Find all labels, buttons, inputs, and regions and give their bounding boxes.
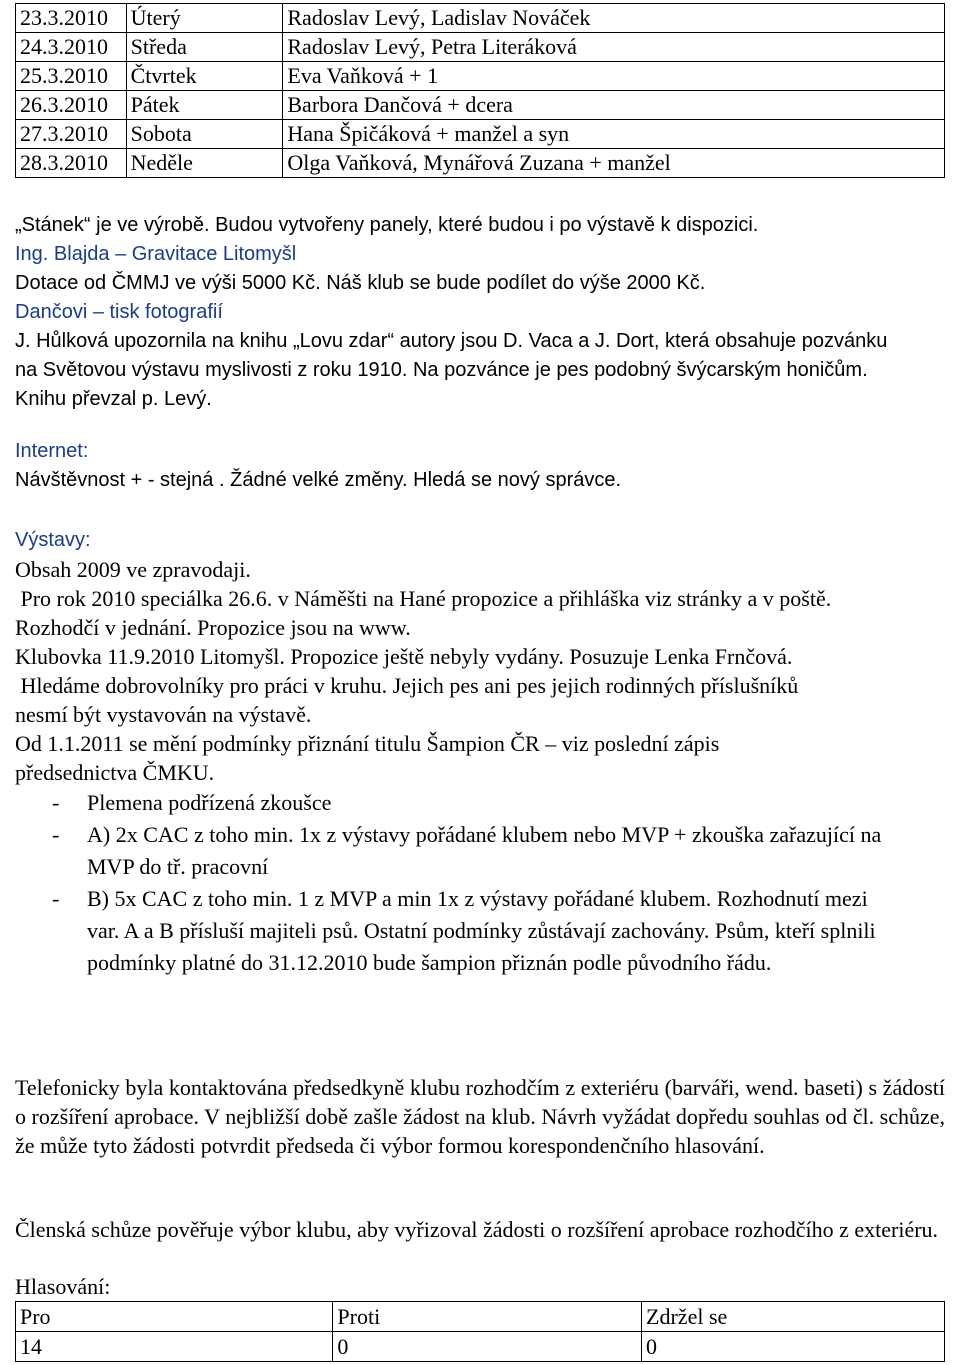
schedule-date: 25.3.2010 [16, 62, 127, 91]
schedule-date: 27.3.2010 [16, 120, 127, 149]
stand-line: „Stánek“ je ve výrobě. Budou vytvořeny panely, které budou i po výstavě k dispozici. [15, 214, 759, 236]
shows-line: Rozhodčí v jednání. Propozice jsou na www. [15, 615, 411, 640]
voting-table [15, 1301, 945, 1362]
schedule-day: Úterý [126, 4, 283, 33]
list-item-text: A) 2x CAC z toho min. 1x z výstavy pořádané klubem nebo MVP + zkouška zařazující na MVP do tř. pracovní [87, 822, 882, 879]
schedule-date: 26.3.2010 [16, 91, 127, 120]
table-row [16, 1302, 945, 1332]
internet-text: Návštěvnost + - stejná . Žádné velké změny. Hledá se nový správce. [15, 469, 622, 491]
shows-section [15, 526, 945, 979]
stand-line: Dotace od ČMMJ ve výši 5000 Kč. Náš klub se bude podílet do výše 2000 Kč. [15, 272, 706, 294]
vote-value-against: 0 [333, 1332, 642, 1362]
schedule-names: Radoslav Levý, Ladislav Nováček [283, 4, 945, 33]
schedule-date: 28.3.2010 [16, 149, 127, 178]
schedule-names: Barbora Dančová + dcera [283, 91, 945, 120]
shows-line: Obsah 2009 ve zpravodaji. [15, 557, 251, 582]
shows-heading: Výstavy: [15, 529, 91, 551]
vote-header-against: Proti [333, 1302, 642, 1332]
conditions-list [15, 787, 885, 979]
schedule-names: Hana Špičáková + manžel a syn [283, 120, 945, 149]
schedule-day: Středa [126, 33, 283, 62]
list-item-text: Plemena podřízená zkoušce [87, 790, 332, 815]
resolution-paragraph: Členská schůze pověřuje výbor klubu, aby vyřizoval žádosti o rozšíření aprobace rozhodčího z exteriéru. [15, 1217, 939, 1242]
list-item-text: B) 5x CAC z toho min. 1 z MVP a min 1x z výstavy pořádané klubem. Rozhodnutí mezi var. A a B přísluší majiteli psů. Ostatní podmínky zůstávají zachovány. Psům, kteří splnili podmínky platné do 31.12.2010 bude šampion přiznán podle původního řádu. [87, 886, 876, 975]
table-row [16, 1332, 945, 1362]
schedule-day: Sobota [126, 120, 283, 149]
book-paragraph: J. Hůlková upozornila na knihu „Lovu zdar“ autory jsou D. Vaca a J. Dort, která obsahuje pozvánku na Světovou výstavu myslivosti z roku 1910. Na pozvánce je pes podobný švýcarským honičům. Knihu převzal p. Levý. [15, 330, 888, 410]
schedule-day: Pátek [126, 91, 283, 120]
stand-line: Dančovi – tisk fotografií [15, 301, 223, 323]
phone-paragraph: Telefonicky byla kontaktována předsedkyně klubu rozhodčím z exteriéru (barváři, wend. baseti) s žádostí o rozšíření aprobace. V nejbližší době zašle žádost na klub. Návrh vyžádat dopředu souhlas od čl. schůze, že může tyto žádosti potvrdit předseda či výbor formou korespondenčního hlasování. [15, 1075, 945, 1158]
dash-marker: - [52, 790, 60, 815]
stand-section [15, 211, 945, 414]
schedule-day: Čtvrtek [126, 62, 283, 91]
dash-marker: - [52, 886, 60, 911]
vote-header-abstain: Zdržel se [642, 1302, 945, 1332]
vote-header-for: Pro [16, 1302, 333, 1332]
schedule-names: Olga Vaňková, Mynářová Zuzana + manžel [283, 149, 945, 178]
schedule-names: Radoslav Levý, Petra Literáková [283, 33, 945, 62]
table-row [16, 33, 945, 62]
dash-marker: - [52, 822, 60, 847]
list-item [15, 883, 885, 979]
shows-line: Od 1.1.2011 se mění podmínky přiznání titulu Šampion ČR – viz poslední zápis [15, 731, 720, 756]
schedule-date: 23.3.2010 [16, 4, 127, 33]
vote-value-abstain: 0 [642, 1332, 945, 1362]
list-item [15, 787, 885, 819]
table-row [16, 4, 945, 33]
table-row [16, 91, 945, 120]
internet-section [15, 437, 945, 495]
shows-line: Hledáme dobrovolníky pro práci v kruhu. Jejich pes ani pes jejich rodinných příslušníků [15, 673, 799, 698]
table-row [16, 120, 945, 149]
table-row [16, 62, 945, 91]
shows-line: nesmí být vystavován na výstavě. [15, 702, 312, 727]
schedule-table [15, 3, 945, 178]
internet-heading: Internet: [15, 440, 89, 462]
voting-label: Hlasování: [15, 1274, 111, 1299]
list-item [15, 819, 885, 883]
vote-value-for: 14 [16, 1332, 333, 1362]
table-row [16, 149, 945, 178]
schedule-date: 24.3.2010 [16, 33, 127, 62]
shows-line: předsednictva ČMKU. [15, 760, 215, 785]
schedule-names: Eva Vaňková + 1 [283, 62, 945, 91]
shows-line: Klubovka 11.9.2010 Litomyšl. Propozice ještě nebyly vydány. Posuzuje Lenka Frnčová. [15, 644, 793, 669]
schedule-day: Neděle [126, 149, 283, 178]
shows-line: Pro rok 2010 speciálka 26.6. v Náměšti na Hané propozice a přihláška viz stránky a v poště. [15, 586, 832, 611]
stand-line: Ing. Blajda – Gravitace Litomyšl [15, 243, 297, 265]
